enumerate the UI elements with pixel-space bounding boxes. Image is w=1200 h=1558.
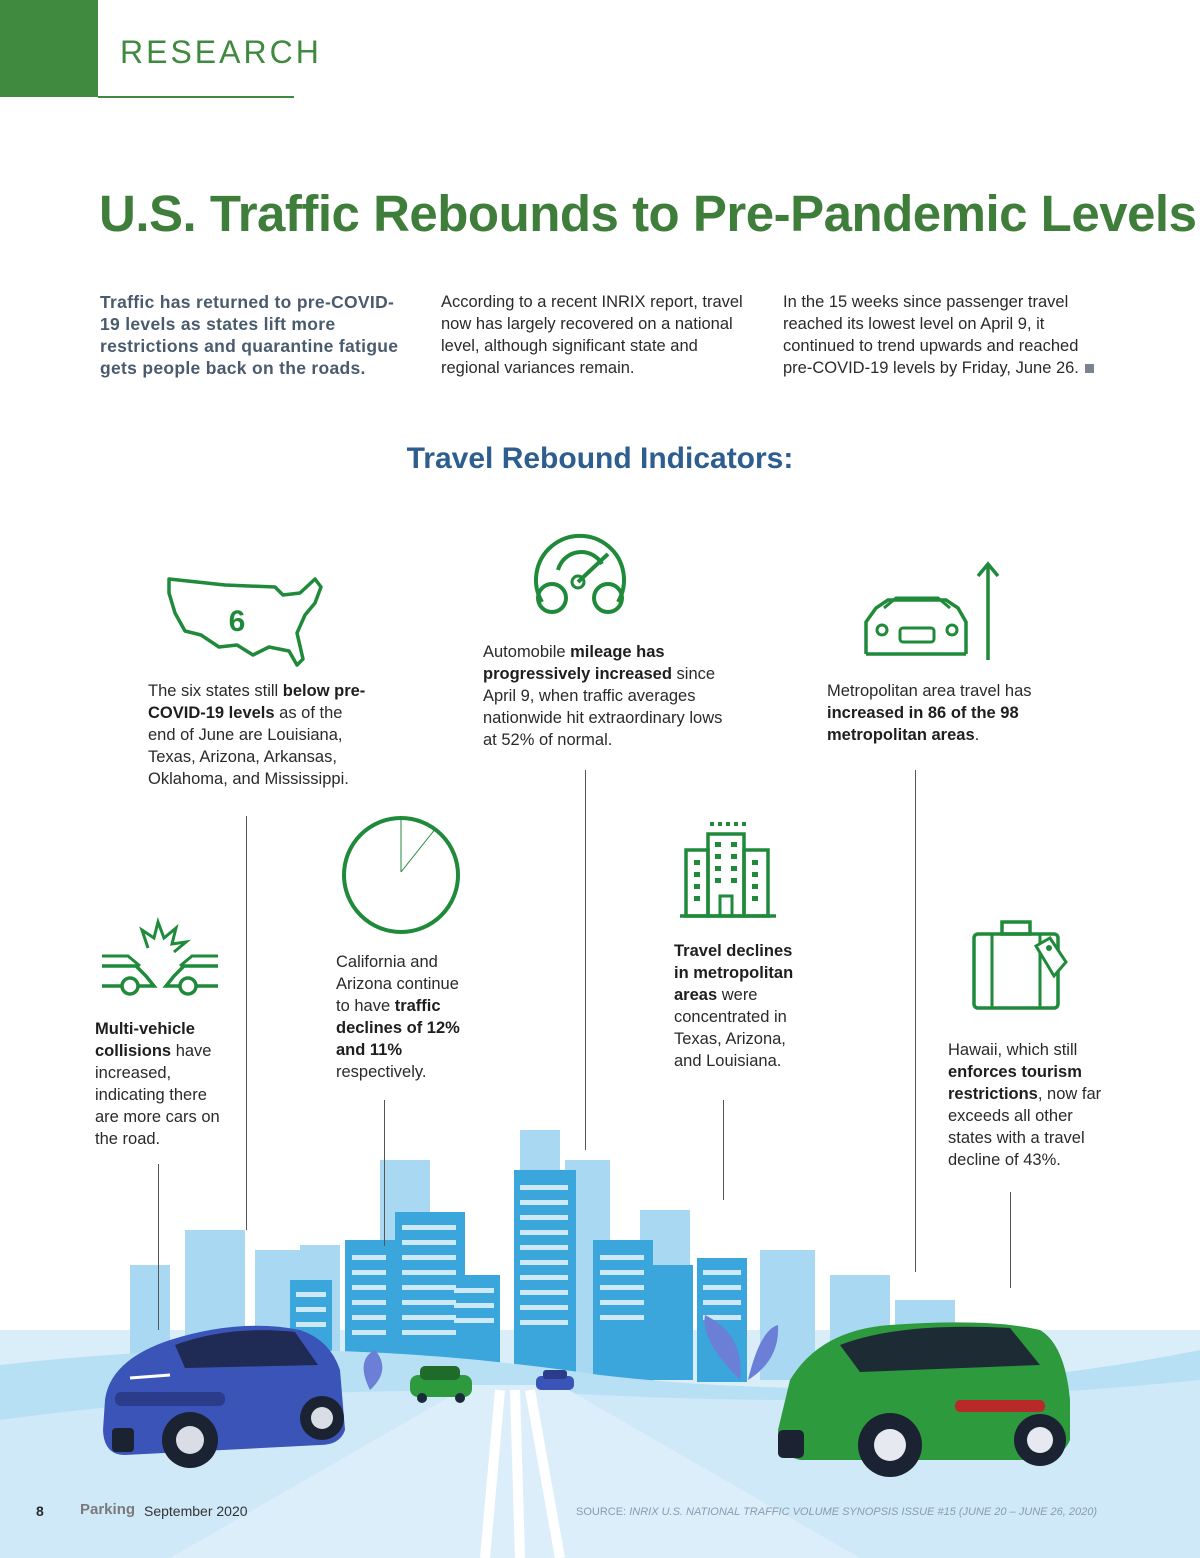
city-road-illustration [0,1120,1200,1558]
callout-collisions [95,1018,235,1150]
building-icon [680,820,776,920]
source-credit [576,1506,1097,1518]
connector-line [246,816,247,1230]
callout-hawaii [948,1039,1118,1171]
header-rule [98,96,294,98]
pie-chart-icon [340,814,462,936]
connector-line [585,770,586,1150]
callout-text: Hawaii, which still [948,1041,1078,1059]
callout-emphasis: mileage has progressively increased [483,643,672,683]
source-prefix: SOURCE: [576,1506,630,1518]
callout-text: California and Arizona continue to have [336,953,459,1015]
callout-text: , now far exceeds all other states with a travel decline of 43%. [948,1085,1102,1169]
page-title: U.S. Traffic Rebounds to Pre-Pandemic Levels [99,185,1197,242]
car-up-arrow-icon [862,560,1002,662]
speedometer-icon [528,524,632,618]
callout-emphasis: increased in 86 of the 98 metropolitan areas [827,704,1019,744]
callout-text: The six states still [148,682,283,700]
connector-line [915,770,916,1272]
callout-california [336,951,476,1083]
callout-text: respectively. [336,1063,427,1081]
connector-line [384,1100,385,1246]
end-mark [1085,364,1094,373]
car-collision-icon [100,920,220,1000]
callout-emphasis: traffic declines of 12% and 11% [336,997,460,1059]
section-color-block [0,0,98,97]
issue-date: September 2020 [144,1503,248,1519]
callout-emphasis: Multi-vehicle collisions [95,1020,195,1060]
callout-text: were concentrated in Texas, Arizona, and Louisiana. [674,986,787,1070]
callout-text: since April 9, when traffic averages nationwide hit extraordinary lows at 52% of normal. [483,665,723,749]
connector-line [158,1164,159,1330]
magazine-name: Parking [80,1501,136,1518]
callout-mileage [483,641,733,751]
intro-column-2: According to a recent INRIX report, travel now has largely recovered on a national level, although significant state and regional variances remain. [441,293,743,377]
luggage-icon [970,918,1070,1014]
callout-text: . [974,726,980,744]
connector-line [723,1100,724,1200]
us-map-icon [165,573,325,673]
section-label: RESEARCH [120,34,322,70]
source-text: INRIX U.S. NATIONAL TRAFFIC VOLUME SYNOPSIS ISSUE #15 (JUNE 20 – JUNE 26, 2020) [629,1506,1098,1518]
indicators-heading: Travel Rebound Indicators: [406,442,794,475]
intro-lead: Traffic has returned to pre-COVID-19 levels as states lift more restrictions and quarantine fatigue gets people back on the roads. [100,292,399,378]
map-number: 6 [228,605,246,638]
callout-emphasis: enforces tourism restrictions [948,1063,1082,1103]
page-number: 8 [36,1503,44,1519]
callout-text: Automobile [483,643,571,661]
callout-text: have increased, indicating there are more cars on the road. [95,1042,220,1148]
callout-metro-declines [674,940,809,1072]
connector-line [1010,1192,1011,1288]
callout-emphasis: Travel declines in metropolitan areas [674,942,794,1004]
callout-metro-increase [827,680,1042,746]
callout-emphasis: below pre-COVID-19 levels [148,682,366,722]
intro-column-3-text: In the 15 weeks since passenger travel reached its lowest level on April 9, it continued to trend upwards and reached pre-COVID-19 levels by Friday, June 26. [783,293,1079,377]
callout-text: as of the end of June are Louisiana, Texas, Arizona, Arkansas, Oklahoma, and Mississippi. [148,704,349,788]
callout-text: Metropolitan area travel has [827,682,1032,700]
callout-below-levels [148,680,373,790]
intro-column-3 [783,291,1103,379]
